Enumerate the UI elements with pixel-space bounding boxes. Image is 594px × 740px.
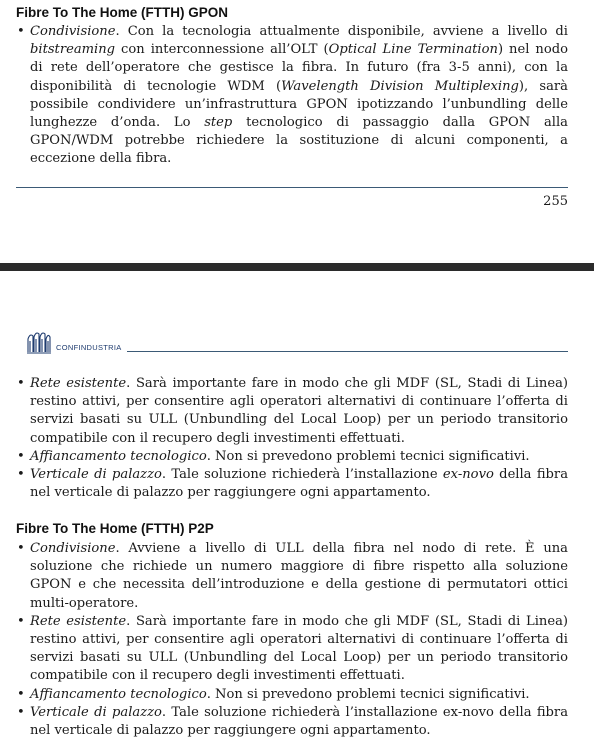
bullet-icon: • [17, 541, 25, 556]
bullet-icon: • [17, 704, 25, 720]
italic-text: Verticale di palazzo [30, 704, 162, 720]
text: . Tale soluzione richiederà l’installazione [161, 467, 443, 483]
list-item [16, 613, 568, 686]
bullet-icon: • [17, 376, 25, 391]
section-heading-p2p: Fibre To The Home (FTTH) P2P [16, 521, 214, 536]
italic-text: Rete esistente [30, 376, 127, 391]
list-item [16, 466, 568, 502]
text: . Sarà importante fare in modo che gli MDF (SL, Stadi di Linea) restino attivi, per consentire agli operatori alternativi di continuare l’offerta di servizi basati su ULL (Unbundling del Local Loop) per un periodo transitorio compatibile con il recupero degli investimenti effettuati. [30, 613, 568, 684]
italic-text: Affiancamento tecnologico [30, 448, 207, 464]
italic-text: ex-novo [442, 467, 494, 483]
section-heading-gpon: Fibre To The Home (FTTH) GPON [16, 5, 228, 20]
page-separator [0, 263, 594, 271]
bullet-list-continued [16, 375, 568, 502]
list-item [16, 375, 568, 448]
italic-text: Verticale di palazzo [30, 467, 162, 483]
list-item [16, 686, 568, 704]
text: . Sarà importante fare in modo che gli MDF (SL, Stadi di Linea) restino attivi, per consentire agli operatori alternativi di continuare l’offerta di servizi basati su ULL (Unbundling del Local Loop) per un periodo transitorio compatibile con il recupero degli investimenti effettuati. [30, 376, 568, 446]
text: della fibra nel verticale di palazzo per raggiungere ogni appartamento. [30, 467, 568, 501]
page-number: 255 [543, 194, 568, 209]
italic-text: Affiancamento tecnologico [30, 686, 207, 702]
list-item [16, 704, 568, 740]
text: . Non si prevedono problemi tecnici significativi. [206, 686, 530, 702]
text: . Non si prevedono problemi tecnici significativi. [206, 448, 530, 464]
confindustria-logo-icon [26, 330, 52, 358]
italic-text: bitstreaming [30, 42, 116, 58]
bullet-icon: • [17, 448, 25, 464]
list-item [16, 23, 568, 169]
bullet-icon: • [17, 613, 25, 629]
bullet-icon: • [17, 686, 25, 702]
footer-rule [16, 187, 568, 188]
italic-text: Condivisione [30, 541, 116, 556]
text: . Con la tecnologia attualmente disponibile, avviene a livello di [115, 24, 568, 39]
text: . Avviene a livello di ULL della fibra nel nodo di rete. È una soluzione che richiede un numero maggiore di fibre rispetto alla soluzione GPON e che necessita dell’introduzione e della gestione di permutatori ottici multi-operatore. [30, 541, 568, 611]
confindustria-brand: CONFINDUSTRIA [56, 343, 122, 352]
italic-text: Optical Line Termination [328, 42, 498, 58]
list-item [16, 448, 568, 466]
text: ) nel nodo di rete dell’operatore che gestisce la fibra. In futuro (fra 3-5 anni), con la disponibilità di tecnologie WDM ( [30, 42, 569, 94]
text: con interconnessione all’OLT ( [115, 42, 329, 58]
list-item [16, 540, 568, 613]
italic-text: Rete esistente [30, 613, 127, 629]
italic-text: Wavelength Division Multiplexing [281, 78, 519, 94]
text: ), sarà possibile condividere un’infrastruttura GPON ipotizzando l’unbundling delle lunghezze d’onda. Lo [30, 78, 568, 131]
italic-text: Condivisione [30, 24, 116, 39]
bullet-list-p2p [16, 540, 568, 740]
italic-text: step [204, 115, 233, 131]
text: . Tale soluzione richiederà l’installazione ex-novo della fibra nel verticale di palazzo per raggiungere ogni appartamento. [30, 704, 569, 739]
bullet-icon: • [17, 467, 25, 483]
bullet-icon: • [17, 24, 25, 39]
text: tecnologico di passaggio dalla GPON alla GPON/WDM potrebbe richiedere la sostituzione di alcuni componenti, a eccezione della fibra. [30, 115, 568, 167]
header-rule [127, 351, 568, 352]
bullet-list-gpon [16, 23, 568, 169]
